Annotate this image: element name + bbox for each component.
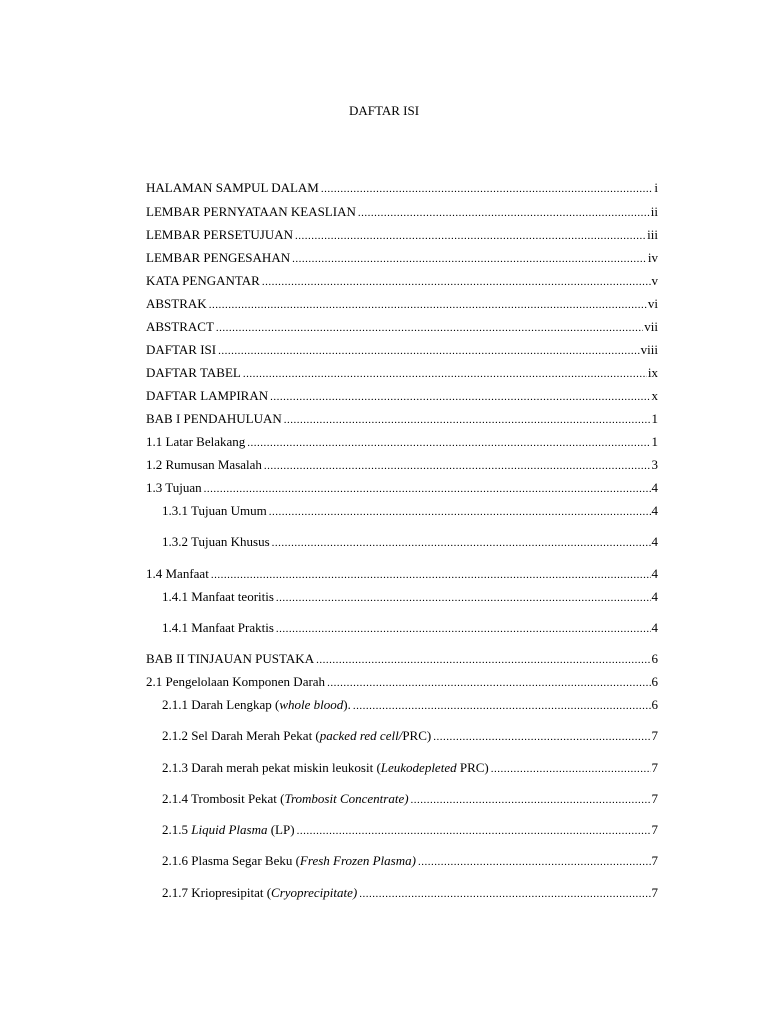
dot-leader (292, 250, 647, 268)
toc-entry-label-italic: Trombosit Concentrate) (284, 791, 409, 806)
toc-entry-label: 2.1 Pengelolaan Komponen Darah (146, 674, 326, 689)
toc-entry-label (162, 852, 416, 870)
toc-entry-label-part: 2.1.4 Trombosit Pekat ( (162, 791, 285, 806)
toc-entry-label: 1.2 Rumusan Masalah (146, 457, 262, 472)
toc-entry (146, 479, 658, 497)
toc-entry-label: LEMBAR PENGESAHAN (146, 250, 291, 265)
toc-entry-page: i (654, 180, 658, 195)
toc-entry (162, 696, 658, 714)
toc-entry-label: DAFTAR ISI (146, 342, 217, 357)
toc-entry-page: iii (647, 227, 658, 242)
toc-entry-page: vii (644, 319, 658, 334)
toc-entry-label (162, 727, 431, 745)
toc-entry-label: 1.4.1 Manfaat Praktis (162, 620, 274, 635)
toc-entry-page: 7 (651, 822, 658, 837)
toc-entry (162, 884, 658, 902)
dot-leader (204, 480, 651, 498)
dot-leader (411, 791, 651, 809)
page-title: DAFTAR ISI (348, 103, 420, 118)
toc-entry (146, 433, 658, 451)
toc-entry-page: iv (647, 250, 658, 265)
toc-entry-page: x (651, 388, 658, 403)
toc-entry-label (162, 790, 409, 808)
toc-entry (146, 203, 658, 221)
toc-entry (146, 456, 658, 474)
toc-entry-page: v (651, 273, 658, 288)
toc-entry-label: BAB I PENDAHULUAN (146, 411, 282, 426)
toc-entry (162, 619, 658, 637)
dot-leader (269, 503, 651, 521)
toc-entry-label: 1.3.2 Tujuan Khusus (162, 534, 270, 549)
toc-entry-page: 7 (651, 853, 658, 868)
toc-entry-label: 1.3 Tujuan (146, 480, 202, 495)
toc-entry-label: ABSTRAK (146, 296, 207, 311)
toc-entry-label (162, 759, 489, 777)
toc-entry-label-part: (LP) (267, 822, 295, 837)
dot-leader (272, 534, 651, 552)
toc-entry-page: 1 (651, 434, 658, 449)
toc-entry-page: 6 (651, 651, 658, 666)
toc-entry-label-italic: Cryoprecipitate) (271, 885, 358, 900)
toc-entry-page: ix (647, 365, 658, 380)
toc-entry (146, 179, 658, 197)
toc-entry-page: 7 (651, 728, 658, 743)
toc-entry-label: DAFTAR LAMPIRAN (146, 388, 269, 403)
toc-entry-page: 4 (651, 534, 658, 549)
toc-entry-label: DAFTAR TABEL (146, 365, 241, 380)
toc-entry-label: LEMBAR PERNYATAAN KEASLIAN (146, 204, 356, 219)
dot-leader (243, 365, 647, 383)
toc-entry-label: LEMBAR PERSETUJUAN (146, 227, 293, 242)
toc-entry-page: ii (650, 204, 658, 219)
toc-entry-label: HALAMAN SAMPUL DALAM (146, 180, 319, 195)
toc-entry (146, 341, 658, 359)
toc-entry-label-part: 2.1.6 Plasma Segar Beku ( (162, 853, 300, 868)
dot-leader (358, 204, 650, 222)
toc-entry-page: 4 (651, 480, 658, 495)
toc-entry-label (162, 884, 357, 902)
toc-entry (146, 295, 658, 313)
toc-entry-page: 4 (651, 620, 658, 635)
toc-entry (162, 727, 658, 745)
toc-entry (162, 821, 658, 839)
dot-leader (359, 885, 650, 903)
toc-entry (146, 249, 658, 267)
dot-leader (209, 296, 647, 314)
toc-entry-label-part: ). (343, 697, 351, 712)
toc-entry-label: ABSTRACT (146, 319, 214, 334)
dot-leader (433, 728, 650, 746)
toc-entry-label-part: 2.1.7 Kriopresipitat ( (162, 885, 272, 900)
dot-leader (491, 760, 651, 778)
toc-entry (162, 759, 658, 777)
toc-entry-page: 6 (651, 674, 658, 689)
dot-leader (295, 227, 646, 245)
toc-entry-label-italic: packed red cell/ (319, 728, 403, 743)
toc-entry-label (162, 821, 295, 839)
toc-entry-page: vi (647, 296, 658, 311)
toc-entry-label: 1.1 Latar Belakang (146, 434, 246, 449)
toc-entry-page: 4 (651, 566, 658, 581)
dot-leader (276, 620, 651, 638)
toc-entry-page: 7 (651, 791, 658, 806)
toc-entry-page: 4 (651, 503, 658, 518)
toc-entry (146, 410, 658, 428)
toc-entry-page: 7 (651, 885, 658, 900)
toc-entry-label-italic: Fresh Frozen Plasma) (299, 853, 416, 868)
toc-entry-label-italic: whole blood (279, 697, 344, 712)
toc-entry-label-part: PRC) (456, 760, 489, 775)
toc-entry (146, 364, 658, 382)
toc-entry-label (162, 696, 351, 714)
toc-entry-page: 3 (651, 457, 658, 472)
toc-entry-label: 1.4.1 Manfaat teoritis (162, 589, 274, 604)
toc-entry-page: 1 (651, 411, 658, 426)
toc-entry (146, 272, 658, 290)
dot-leader (270, 388, 650, 406)
toc-entry (146, 673, 658, 691)
dot-leader (297, 822, 651, 840)
dot-leader (262, 273, 651, 291)
toc-entry (146, 387, 658, 405)
toc-entry-label-part: 2.1.1 Darah Lengkap ( (162, 697, 280, 712)
toc-entry-label-italic: Leukodepleted (380, 760, 457, 775)
dot-leader (316, 651, 650, 669)
toc-entry-page: 6 (651, 697, 658, 712)
dot-leader (418, 853, 651, 871)
toc-entry (146, 565, 658, 583)
toc-entry-page: viii (640, 342, 658, 357)
toc-entry (162, 852, 658, 870)
toc-entry-label: KATA PENGANTAR (146, 273, 260, 288)
toc-entry (162, 502, 658, 520)
toc-entry (146, 226, 658, 244)
dot-leader (247, 434, 650, 452)
toc-entry (162, 533, 658, 551)
toc-entry-label-part: 2.1.2 Sel Darah Merah Pekat ( (162, 728, 320, 743)
toc-entry-label-part: PRC) (402, 728, 432, 743)
toc-entry-label-part: 2.1.3 Darah merah pekat miskin leukosit ( (162, 760, 381, 775)
toc-entry-page: 7 (651, 760, 658, 775)
toc-entry-page: 4 (651, 589, 658, 604)
toc-entry-label-italic: Liquid Plasma (191, 822, 268, 837)
toc-entry-label: 1.3.1 Tujuan Umum (162, 503, 267, 518)
dot-leader (211, 566, 651, 584)
dot-leader (327, 674, 650, 692)
dot-leader (321, 180, 654, 198)
dot-leader (264, 457, 651, 475)
toc-entry-label: BAB II TINJAUAN PUSTAKA (146, 651, 315, 666)
toc-entry (162, 588, 658, 606)
dot-leader (218, 342, 640, 360)
dot-leader (353, 697, 651, 715)
dot-leader (216, 319, 643, 337)
toc-entry-label: 1.4 Manfaat (146, 566, 209, 581)
dot-leader (284, 411, 651, 429)
dot-leader (276, 589, 651, 607)
toc-entry (162, 790, 658, 808)
toc-entry (146, 318, 658, 336)
toc-entry-label-part: 2.1.5 (162, 822, 192, 837)
toc-entry (146, 650, 658, 668)
